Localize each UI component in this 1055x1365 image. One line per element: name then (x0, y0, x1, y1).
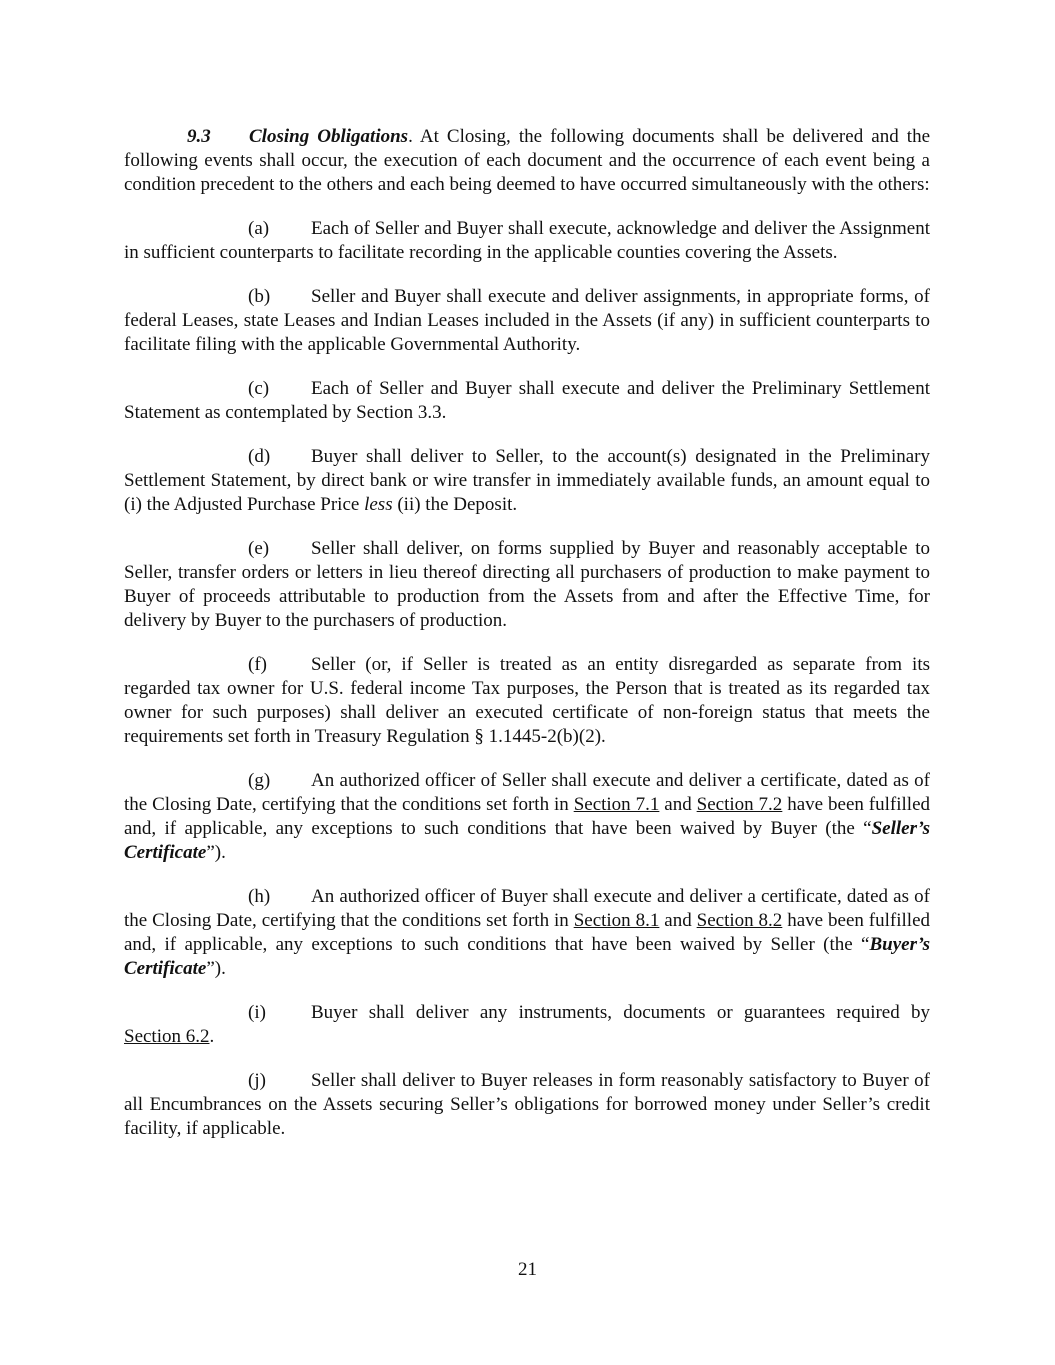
item-label: (g) (248, 770, 271, 791)
item-text: Seller shall deliver, on forms supplied by Buyer and reasonably acceptable to Seller, transfer orders or letters in lieu thereof directing all purchasers of production to make payment to Buyer of proceeds attributable to production from the Assets from and after the Effective Time, for delivery by Buyer to the purchasers of production. (124, 538, 930, 631)
section-title: Closing Obligations (249, 126, 409, 147)
section-reference[interactable]: Section 8.1 (573, 910, 660, 931)
defined-term: Seller’s Certificate (124, 818, 930, 863)
item-b (124, 285, 930, 357)
item-text: . (209, 1026, 215, 1047)
item-d (124, 445, 930, 517)
item-text: Seller and Buyer shall execute and deliver assignments, in appropriate forms, of federal Leases, state Leases and Indian Leases included in the Assets (if any) in sufficient counterparts to facilitate filing with the applicable Governmental Authority. (124, 286, 930, 355)
section-intro: . At Closing, the following documents shall be delivered and the following events shall occur, the execution of each document and the occurrence of each event being a condition precedent to the others and each being deemed to have occurred simultaneously with the others: (124, 126, 930, 195)
item-text: (ii) the Deposit. (392, 494, 518, 515)
item-g (124, 769, 930, 865)
item-text: Seller shall deliver to Buyer releases in form reasonably satisfactory to Buyer of all Encumbrances on the Assets securing Seller’s obligations for borrowed money under Seller’s credit facility, if applicable. (124, 1070, 930, 1139)
item-text: ”). (206, 842, 226, 863)
item-e (124, 537, 930, 633)
item-text: have been fulfilled and, if applicable, any exceptions to such conditions that have been waived by Buyer (the “ (124, 794, 931, 839)
item-h (124, 885, 930, 981)
item-text: and (659, 910, 697, 931)
item-text: and (659, 794, 697, 815)
section-reference[interactable]: Section 8.2 (696, 910, 783, 931)
item-text: Buyer shall deliver any instruments, documents or guarantees required by (311, 1002, 930, 1023)
item-j (124, 1069, 930, 1141)
section-reference[interactable]: Section 6.2 (124, 1026, 210, 1047)
section-number: 9.3 (187, 126, 211, 147)
item-text: Each of Seller and Buyer shall execute, acknowledge and deliver the Assignment in sufficient counterparts to facilitate recording in the applicable counties covering the Assets. (124, 218, 930, 263)
item-label: (a) (248, 218, 270, 239)
item-text: Buyer shall deliver to Seller, to the account(s) designated in the Preliminary Settlement Statement, by direct bank or wire transfer in immediately available funds, an amount equal to (i) the Adjusted Purchase Price (124, 446, 930, 515)
item-label: (f) (248, 654, 267, 675)
item-label: (c) (248, 378, 270, 399)
item-italic: less (364, 494, 393, 515)
item-text: An authorized officer of Buyer shall execute and deliver a certificate, dated as of the Closing Date, certifying that the conditions set forth in (124, 886, 930, 931)
item-a (124, 217, 930, 265)
item-text: ”). (206, 958, 226, 979)
item-label: (d) (248, 446, 271, 467)
item-text: Seller (or, if Seller is treated as an entity disregarded as separate from its regarded tax owner for U.S. federal income Tax purposes, the Person that is treated as its regarded tax owner for such purposes) shall deliver an executed certificate of non-foreign status that meets the requirements set forth in Treasury Regulation § 1.1445-2(b)(2). (124, 654, 930, 747)
item-label: (i) (248, 1002, 266, 1023)
item-f (124, 653, 930, 749)
section-reference[interactable]: Section 7.2 (696, 794, 783, 815)
item-label: (e) (248, 538, 270, 559)
item-label: (j) (248, 1070, 266, 1091)
section-reference[interactable]: Section 7.1 (573, 794, 660, 815)
item-c (124, 377, 930, 425)
document-page (124, 125, 930, 1161)
item-label: (h) (248, 886, 271, 907)
section-heading-paragraph (124, 125, 930, 197)
item-text: An authorized officer of Seller shall execute and deliver a certificate, dated as of the Closing Date, certifying that the conditions set forth in (124, 770, 930, 815)
item-i (124, 1001, 930, 1049)
item-label: (b) (248, 286, 271, 307)
item-text: Each of Seller and Buyer shall execute and deliver the Preliminary Settlement Statement as contemplated by Section 3.3. (124, 378, 930, 423)
page-number: 21 (518, 1259, 537, 1280)
item-text: have been fulfilled and, if applicable, any exceptions to such conditions that have been waived by Seller (the “ (124, 910, 931, 955)
defined-term: Buyer’s Certificate (124, 934, 930, 979)
